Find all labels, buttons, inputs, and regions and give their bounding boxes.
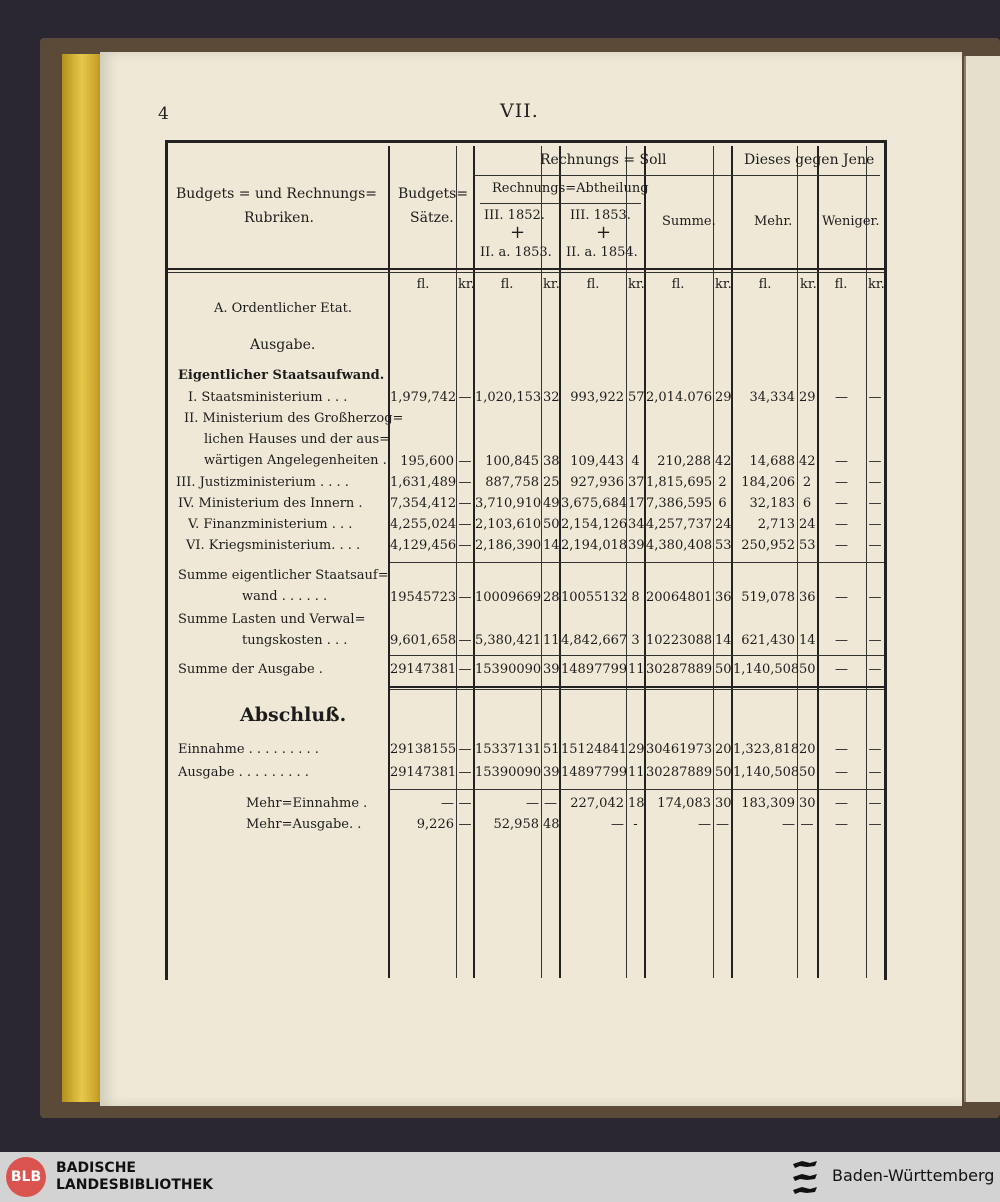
summe-kr: 30 <box>715 796 732 811</box>
period-1-kr: 39 <box>543 662 560 677</box>
period-2-kr: - <box>633 817 638 832</box>
weniger-value: — <box>835 496 848 511</box>
period-2-value: 14897799 <box>561 765 628 780</box>
mehr-kr: 14 <box>799 633 816 648</box>
budget-value: 19545723 <box>390 590 457 605</box>
weniger-header: Weniger. <box>822 214 880 229</box>
mehr-value: 621,430 <box>741 633 795 648</box>
period-1-kr: 49 <box>543 496 560 511</box>
mehr-value: 32,183 <box>749 496 795 511</box>
mehr-kr: 30 <box>799 796 816 811</box>
period-1-kr: 51 <box>543 742 560 757</box>
section-abschluss: Abschluß. <box>240 704 347 726</box>
unit-label: kr. <box>800 277 817 292</box>
budget-kr: — <box>458 590 472 605</box>
period-1-kr: 50 <box>543 517 560 532</box>
period-2-kr: 39 <box>628 538 645 553</box>
budget-kr: — <box>458 538 472 553</box>
unit-label: kr. <box>715 277 732 292</box>
soll-header: Rechnungs = Soll <box>540 152 667 168</box>
row-label: tungskosten . . . <box>242 633 348 648</box>
row-label: VI. Kriegsministerium. . . . <box>186 538 361 553</box>
summe-value: 210,288 <box>657 454 711 469</box>
row-rule <box>480 203 641 204</box>
period-1-value: 15390090 <box>475 662 542 677</box>
period-2-value: 15124841 <box>561 742 628 757</box>
mehr-value: 184,206 <box>741 475 795 490</box>
period-2-header: II. a. 1854. <box>566 245 638 260</box>
summe-kr: 50 <box>715 765 732 780</box>
weniger-kr: — <box>868 590 882 605</box>
summe-kr: 42 <box>715 454 732 469</box>
period-2-value: 4,842,667 <box>561 633 628 648</box>
budget-kr: — <box>458 662 472 677</box>
row-label: V. Finanzministerium . . . <box>188 517 353 532</box>
period-1-value: 5,380,421 <box>475 633 542 648</box>
period-2-value: 3,675,684 <box>561 496 628 511</box>
row-rule <box>390 655 884 656</box>
summe-value: 1,815,695 <box>646 475 713 490</box>
period-1-kr: 25 <box>543 475 560 490</box>
period-1-header: II. a. 1853. <box>480 245 552 260</box>
weniger-value: — <box>835 796 848 811</box>
period-1-value: 15337131 <box>475 742 542 757</box>
mehr-kr: 20 <box>799 742 816 757</box>
period-1-kr: 32 <box>543 390 560 405</box>
row-label: III. Justizministerium . . . . <box>176 475 349 490</box>
period-2-kr: 11 <box>628 765 645 780</box>
period-2-kr: 29 <box>628 742 645 757</box>
mehr-value: 14,688 <box>749 454 795 469</box>
weniger-kr: — <box>868 817 882 832</box>
budget-kr: — <box>458 765 472 780</box>
budget-kr: — <box>458 496 472 511</box>
weniger-value: — <box>835 633 848 648</box>
summe-value: 174,083 <box>657 796 711 811</box>
summe-kr: 6 <box>718 496 727 511</box>
budget-value: 9,226 <box>416 817 454 832</box>
period-1-value: 15390090 <box>475 765 542 780</box>
budget-value: 1,631,489 <box>390 475 457 490</box>
budget-kr: — <box>458 390 472 405</box>
budget-value: 29138155 <box>390 742 457 757</box>
row-label: wand . . . . . . <box>242 589 328 604</box>
budget-value: 1,979,742 <box>390 390 457 405</box>
row-label: IV. Ministerium des Innern . <box>178 496 363 511</box>
unit-label: kr. <box>543 277 560 292</box>
summe-kr: 14 <box>715 633 732 648</box>
weniger-value: — <box>835 765 848 780</box>
summe-kr: 20 <box>715 742 732 757</box>
mehr-kr: 42 <box>799 454 816 469</box>
period-1-kr: 48 <box>543 817 560 832</box>
unit-label: kr. <box>868 277 885 292</box>
mehr-kr: 50 <box>799 662 816 677</box>
page-title: VII. <box>500 100 539 122</box>
period-2-value: 10055132 <box>561 590 628 605</box>
row-label: I. Staatsministerium . . . <box>188 390 348 405</box>
mehr-value: 1,323,818 <box>733 742 800 757</box>
period-2-value: 927,936 <box>570 475 624 490</box>
mehr-value: 1,140,508 <box>733 765 800 780</box>
weniger-value: — <box>835 390 848 405</box>
row-label: Summe Lasten und Verwal= <box>178 612 366 627</box>
period-2-value: 2,154,126 <box>561 517 628 532</box>
weniger-kr: — <box>868 742 882 757</box>
weniger-kr: — <box>868 454 882 469</box>
summe-kr: 2 <box>718 475 727 490</box>
period-2-value: 227,042 <box>570 796 624 811</box>
summe-value: 4,257,737 <box>646 517 713 532</box>
period-2-plus: + <box>596 222 612 243</box>
row-label: II. Ministerium des Großherzog= <box>184 411 404 426</box>
summe-value: 4,380,408 <box>646 538 713 553</box>
row-rule <box>473 175 880 176</box>
mehr-value: 250,952 <box>741 538 795 553</box>
summe-value: 20064801 <box>646 590 713 605</box>
period-2-value: 993,922 <box>570 390 624 405</box>
unit-label: fl. <box>586 277 600 292</box>
budget-kr: — <box>458 454 472 469</box>
weniger-kr: — <box>868 796 882 811</box>
page-number: 4 <box>158 104 169 124</box>
period-1-value: 2,103,610 <box>475 517 542 532</box>
saetze-header: Sätze. <box>410 210 454 226</box>
blb-name-line-1: BADISCHE <box>56 1160 136 1176</box>
budget-value: 29147381 <box>390 765 457 780</box>
mehr-kr: — <box>800 817 814 832</box>
summe-kr: 36 <box>715 590 732 605</box>
period-1-kr: 14 <box>543 538 560 553</box>
period-1-value: 10009669 <box>475 590 542 605</box>
unit-label: kr. <box>628 277 645 292</box>
budget-kr: — <box>458 796 472 811</box>
weniger-kr: — <box>868 475 882 490</box>
weniger-kr: — <box>868 662 882 677</box>
period-1-value: 52,958 <box>493 817 539 832</box>
rubriken-header: Budgets = und Rechnungs= <box>176 186 378 202</box>
unit-label: fl. <box>500 277 514 292</box>
weniger-value: — <box>835 590 848 605</box>
summe-kr: 53 <box>715 538 732 553</box>
summe-kr: 24 <box>715 517 732 532</box>
period-2-kr: 8 <box>631 590 640 605</box>
row-label: lichen Hauses und der aus= <box>204 432 391 447</box>
mehr-kr: 29 <box>799 390 816 405</box>
rubriken-header: Rubriken. <box>244 210 314 226</box>
period-1-value: 1,020,153 <box>475 390 542 405</box>
weniger-kr: — <box>868 538 882 553</box>
summe-kr: 29 <box>715 390 732 405</box>
budget-value: 195,600 <box>400 454 454 469</box>
budget-kr: — <box>458 517 472 532</box>
section-eigentlich: Eigentlicher Staatsaufwand. <box>178 368 385 383</box>
period-2-kr: 57 <box>628 390 645 405</box>
row-rule <box>168 272 884 273</box>
mehr-value: 1,140,508 <box>733 662 800 677</box>
unit-label: fl. <box>834 277 848 292</box>
period-2-value: 14897799 <box>561 662 628 677</box>
summe-kr: — <box>716 817 729 832</box>
period-1-kr: 38 <box>543 454 560 469</box>
blb-logo-icon[interactable]: BLB <box>6 1157 46 1197</box>
budget-kr: — <box>458 633 472 648</box>
period-2-value: 109,443 <box>570 454 624 469</box>
unit-label: kr. <box>458 277 475 292</box>
period-2-kr: 11 <box>628 662 645 677</box>
weniger-value: — <box>835 517 848 532</box>
period-1-kr: 11 <box>543 633 560 648</box>
summe-value: 7,386,595 <box>646 496 713 511</box>
mehr-value: 519,078 <box>741 590 795 605</box>
weniger-kr: — <box>868 496 882 511</box>
weniger-value: — <box>835 538 848 553</box>
period-2-kr: 18 <box>628 796 645 811</box>
mehr-header: Mehr. <box>754 214 793 229</box>
mehr-kr: 2 <box>802 475 812 490</box>
row-rule <box>390 562 884 563</box>
budget-value: 9,601,658 <box>390 633 457 648</box>
period-1-value: 100,845 <box>485 454 539 469</box>
budget-kr: — <box>458 742 472 757</box>
weniger-kr: — <box>868 390 882 405</box>
budget-value: 4,255,024 <box>390 517 457 532</box>
mehr-value: 183,309 <box>741 796 795 811</box>
period-2-kr: 4 <box>631 454 640 469</box>
period-1-value: 887,758 <box>485 475 539 490</box>
budget-table <box>165 140 887 980</box>
mehr-value: — <box>782 817 795 832</box>
mehr-value: 2,713 <box>757 517 795 532</box>
period-2-value: — <box>611 817 624 832</box>
row-label: wärtigen Angelegenheiten . <box>204 453 387 468</box>
row-rule <box>390 686 884 688</box>
abtheilung-header: Rechnungs=Abtheilung <box>492 181 649 196</box>
period-1-kr: 28 <box>543 590 560 605</box>
saetze-header: Budgets= <box>398 186 469 202</box>
period-1-value: 2,186,390 <box>475 538 542 553</box>
weniger-value: — <box>835 662 848 677</box>
period-2-kr: 17 <box>628 496 645 511</box>
budget-value: 29147381 <box>390 662 457 677</box>
row-label: Mehr=Einnahme . <box>246 796 368 811</box>
row-label: Summe eigentlicher Staatsauf= <box>178 568 389 583</box>
weniger-value: — <box>835 475 848 490</box>
summe-kr: 50 <box>715 662 732 677</box>
row-label: Summe der Ausgabe . <box>178 662 323 677</box>
section-etat: A. Ordentlicher Etat. <box>214 301 352 316</box>
blb-name-line-2: LANDESBIBLIOTHEK <box>56 1177 214 1193</box>
unit-label: fl. <box>671 277 685 292</box>
budget-value: — <box>441 796 454 811</box>
period-1-value: — <box>526 796 539 811</box>
bw-lions-icon <box>790 1158 820 1198</box>
budget-kr: — <box>458 817 472 832</box>
period-2-kr: 37 <box>628 475 645 490</box>
gegen-header: Dieses gegen Jene <box>744 152 875 168</box>
budget-kr: — <box>458 475 472 490</box>
weniger-kr: — <box>868 765 882 780</box>
period-2-kr: 34 <box>628 517 645 532</box>
summe-value: 30287889 <box>646 662 713 677</box>
blb-name[interactable] <box>56 1160 213 1194</box>
period-1-value: 3,710,910 <box>475 496 542 511</box>
summe-value: — <box>698 817 711 832</box>
weniger-value: — <box>835 742 848 757</box>
period-1-plus: + <box>510 222 526 243</box>
row-rule <box>168 268 884 270</box>
unit-label: fl. <box>416 277 430 292</box>
period-2-header: III. 1853. <box>570 208 631 223</box>
row-label: Einnahme . . . . . . . . . <box>178 742 319 757</box>
section-ausgabe: Ausgabe. <box>250 337 316 353</box>
weniger-kr: — <box>868 633 882 648</box>
mehr-kr: 6 <box>802 496 812 511</box>
weniger-kr: — <box>868 517 882 532</box>
row-rule <box>390 789 884 790</box>
period-2-value: 2,194,018 <box>561 538 628 553</box>
facing-page-edge <box>964 56 1000 1102</box>
weniger-value: — <box>835 817 848 832</box>
mehr-kr: 53 <box>799 538 816 553</box>
summe-value: 2,014.076 <box>646 390 713 405</box>
mehr-value: 34,334 <box>749 390 795 405</box>
row-label: Mehr=Ausgabe. . <box>246 817 362 832</box>
summe-value: 30287889 <box>646 765 713 780</box>
period-2-kr: 3 <box>631 633 640 648</box>
mehr-kr: 50 <box>799 765 816 780</box>
weniger-value: — <box>835 454 848 469</box>
viewer-footer <box>0 1152 1000 1202</box>
bw-name[interactable]: Baden-Württemberg <box>832 1166 995 1185</box>
row-label: Ausgabe . . . . . . . . . <box>178 765 309 780</box>
period-1-header: III. 1852. <box>484 208 545 223</box>
unit-label: fl. <box>758 277 772 292</box>
period-1-kr: — <box>544 796 557 811</box>
summe-value: 30461973 <box>646 742 713 757</box>
mehr-kr: 36 <box>799 590 816 605</box>
row-rule <box>390 689 884 690</box>
summe-header: Summe. <box>662 214 716 229</box>
summe-value: 10223088 <box>646 633 713 648</box>
budget-value: 7,354,412 <box>390 496 457 511</box>
mehr-kr: 24 <box>799 517 816 532</box>
budget-value: 4,129,456 <box>390 538 457 553</box>
period-1-kr: 39 <box>543 765 560 780</box>
